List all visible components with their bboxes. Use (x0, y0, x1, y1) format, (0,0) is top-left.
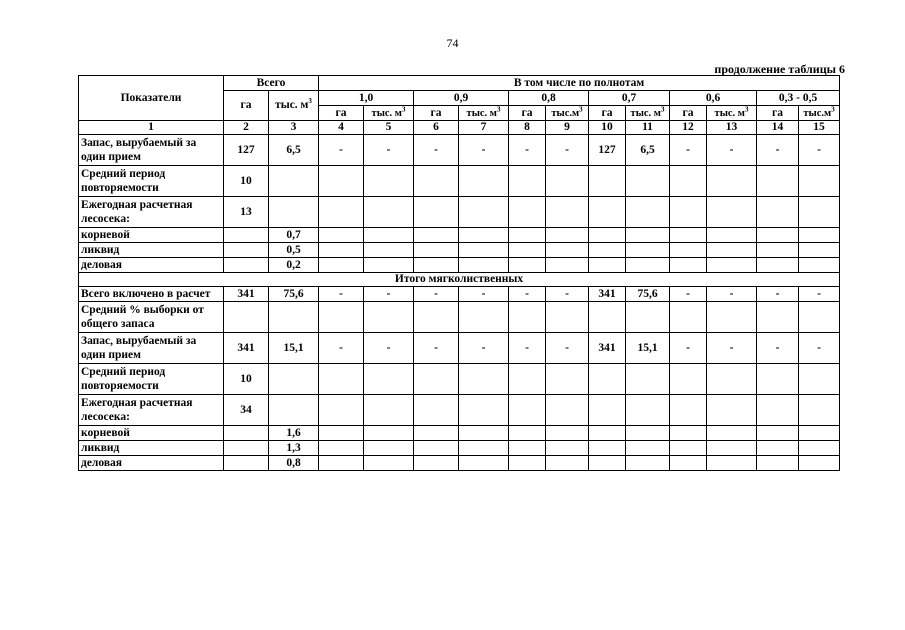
table-cell: 0,7 (269, 228, 319, 243)
table-cell (626, 228, 670, 243)
table-cell (319, 441, 364, 456)
table-cell (757, 228, 799, 243)
table-cell (757, 302, 799, 333)
table-cell (626, 441, 670, 456)
forest-table (78, 75, 840, 471)
header-row-1 (79, 76, 840, 91)
table-cell: 341 (589, 287, 626, 302)
table-cell (414, 302, 459, 333)
table-row (79, 258, 840, 273)
col-number: 6 (414, 121, 459, 135)
table-cell (414, 441, 459, 456)
table-cell (459, 197, 509, 228)
col-number: 3 (269, 121, 319, 135)
table-cell: 6,5 (626, 135, 670, 166)
table-cell: - (509, 287, 546, 302)
row-label: деловая (79, 258, 224, 273)
table-cell (509, 197, 546, 228)
table-cell (757, 258, 799, 273)
table-cell: - (459, 287, 509, 302)
table-cell: - (546, 135, 589, 166)
table-cell: - (670, 135, 707, 166)
header-indicators: Показатели (79, 76, 224, 121)
table-cell (799, 395, 840, 426)
table-cell (319, 456, 364, 471)
table-cell (670, 228, 707, 243)
sub-ha: га (757, 106, 799, 121)
table-cell (589, 258, 626, 273)
table-row (79, 333, 840, 364)
row-label: Всего включено в расчет (79, 287, 224, 302)
table-cell (799, 197, 840, 228)
table-cell (546, 166, 589, 197)
table-cell (707, 395, 757, 426)
table-cell (799, 364, 840, 395)
table-cell (799, 258, 840, 273)
table-cell (670, 395, 707, 426)
col-number: 7 (459, 121, 509, 135)
table-cell (224, 426, 269, 441)
table-cell: - (319, 135, 364, 166)
table-cell (509, 364, 546, 395)
table-cell (509, 441, 546, 456)
table-cell: 75,6 (626, 287, 670, 302)
header-density-4: 0,7 (589, 91, 670, 106)
table-cell: 1,3 (269, 441, 319, 456)
table-cell: - (459, 135, 509, 166)
table-cell (757, 456, 799, 471)
table-cell: - (707, 135, 757, 166)
table-cell (626, 302, 670, 333)
table-cell (509, 228, 546, 243)
col-number: 9 (546, 121, 589, 135)
header-total-m3: тыс. $м^3$ (269, 91, 319, 121)
col-number: 11 (626, 121, 670, 135)
table-cell (546, 258, 589, 273)
table-cell (509, 426, 546, 441)
table-cell (459, 258, 509, 273)
table-cell (269, 197, 319, 228)
table-cell (269, 302, 319, 333)
table-cell (224, 228, 269, 243)
table-cell: - (414, 333, 459, 364)
table-cell: 341 (224, 333, 269, 364)
table-cell: 127 (224, 135, 269, 166)
sub-m3: тыс. $м^3$ (626, 106, 670, 121)
table-row (79, 243, 840, 258)
table-cell (319, 243, 364, 258)
sub-ha: га (670, 106, 707, 121)
table-cell: - (546, 333, 589, 364)
col-number: 12 (670, 121, 707, 135)
table-cell (459, 243, 509, 258)
table-cell (414, 197, 459, 228)
sub-m3: тыс. $м^3$ (459, 106, 509, 121)
table-cell (670, 456, 707, 471)
table-cell (799, 441, 840, 456)
table-cell (459, 228, 509, 243)
table-caption: продолжение таблицы 6 (714, 62, 845, 76)
table-cell (459, 456, 509, 471)
table-cell (757, 197, 799, 228)
sub-m3: $тыс.м^3$ (546, 106, 589, 121)
table-cell: - (414, 135, 459, 166)
col-number: 8 (509, 121, 546, 135)
table-cell (319, 258, 364, 273)
table-cell (269, 364, 319, 395)
table-cell: 0,2 (269, 258, 319, 273)
table-cell: - (364, 287, 414, 302)
table-cell (459, 441, 509, 456)
table-cell (364, 456, 414, 471)
col-number: 13 (707, 121, 757, 135)
table-cell: 1,6 (269, 426, 319, 441)
table-cell (757, 243, 799, 258)
table-cell (589, 166, 626, 197)
table-cell (459, 426, 509, 441)
table-cell (589, 243, 626, 258)
table-cell (319, 302, 364, 333)
table-cell (626, 426, 670, 441)
table-cell (757, 426, 799, 441)
table-cell: - (799, 135, 840, 166)
table-cell: - (546, 287, 589, 302)
header-density-2: 0,9 (414, 91, 509, 106)
col-number: 2 (224, 121, 269, 135)
table-cell (224, 456, 269, 471)
table-cell (459, 166, 509, 197)
table-cell (589, 197, 626, 228)
table-cell (414, 228, 459, 243)
col-number: 10 (589, 121, 626, 135)
table-cell (269, 395, 319, 426)
table-cell (546, 243, 589, 258)
table-cell: 0,8 (269, 456, 319, 471)
sub-m3: тыс. $м^3$ (364, 106, 414, 121)
table-cell (459, 302, 509, 333)
table-cell (509, 456, 546, 471)
table-cell (509, 302, 546, 333)
table-cell: - (707, 333, 757, 364)
row-label: корневой (79, 426, 224, 441)
table-cell (707, 302, 757, 333)
table-cell (546, 456, 589, 471)
table-cell (319, 197, 364, 228)
table-cell: - (799, 333, 840, 364)
table-cell: - (459, 333, 509, 364)
table-cell: 75,6 (269, 287, 319, 302)
table-cell (546, 395, 589, 426)
table-row (79, 426, 840, 441)
table-cell (414, 456, 459, 471)
table-cell: - (670, 287, 707, 302)
table-cell: - (757, 135, 799, 166)
table-cell (707, 441, 757, 456)
table-cell (546, 197, 589, 228)
table-cell: - (799, 287, 840, 302)
table-cell (414, 426, 459, 441)
header-density-5: 0,6 (670, 91, 757, 106)
table-row (79, 364, 840, 395)
row-label: Средний период повторяемости (79, 364, 224, 395)
table-cell: - (707, 287, 757, 302)
table-cell (224, 302, 269, 333)
table-cell: - (670, 333, 707, 364)
row-label: ликвид (79, 441, 224, 456)
table-cell (509, 395, 546, 426)
row-label: Ежегодная расчетная лесосека: (79, 197, 224, 228)
table-cell (707, 426, 757, 441)
table-cell (364, 166, 414, 197)
table-cell (670, 364, 707, 395)
table-cell (799, 243, 840, 258)
col-number: 4 (319, 121, 364, 135)
table-cell: - (364, 333, 414, 364)
row-label: Средний % выборки от общего запаса (79, 302, 224, 333)
page-number: 74 (446, 36, 459, 50)
table-cell (670, 441, 707, 456)
table-cell (626, 197, 670, 228)
table-cell (319, 395, 364, 426)
table-cell: 341 (589, 333, 626, 364)
table-row (79, 197, 840, 228)
table-cell (626, 456, 670, 471)
table-cell (589, 364, 626, 395)
table-cell (414, 395, 459, 426)
table-cell (707, 364, 757, 395)
table-cell (319, 426, 364, 441)
row-label: Запас, вырубаемый за один прием (79, 135, 224, 166)
table-cell: 13 (224, 197, 269, 228)
table-cell (799, 456, 840, 471)
table-cell: 341 (224, 287, 269, 302)
column-numbers-row (79, 121, 840, 135)
header-density-3: 0,8 (509, 91, 589, 106)
section-row (79, 273, 840, 287)
header-total-ha: га (224, 91, 269, 121)
table-cell (799, 166, 840, 197)
table-cell (509, 166, 546, 197)
table-cell: 127 (589, 135, 626, 166)
header-density-1: 1,0 (319, 91, 414, 106)
table-cell: 0,5 (269, 243, 319, 258)
table-cell (626, 258, 670, 273)
table-cell (546, 441, 589, 456)
table-cell (364, 243, 414, 258)
row-label: ликвид (79, 243, 224, 258)
table-cell: 6,5 (269, 135, 319, 166)
col-number: 1 (79, 121, 224, 135)
table-cell (757, 441, 799, 456)
table-cell (509, 258, 546, 273)
table-row (79, 456, 840, 471)
col-number: 15 (799, 121, 840, 135)
table-cell (589, 395, 626, 426)
table-cell (707, 243, 757, 258)
col-number: 5 (364, 121, 414, 135)
table-cell: 15,1 (269, 333, 319, 364)
header-density-6: 0,3 - 0,5 (757, 91, 840, 106)
table-cell: - (319, 287, 364, 302)
table-cell (364, 364, 414, 395)
table-row (79, 395, 840, 426)
table-cell (364, 197, 414, 228)
sub-ha: га (414, 106, 459, 121)
table-cell (364, 395, 414, 426)
table-cell (414, 364, 459, 395)
table-cell (707, 456, 757, 471)
table-cell (707, 197, 757, 228)
table-cell (364, 441, 414, 456)
table-cell (670, 258, 707, 273)
table-cell (414, 243, 459, 258)
table-cell (799, 302, 840, 333)
table-cell (670, 197, 707, 228)
table-cell (459, 395, 509, 426)
row-label: Запас, вырубаемый за один прием (79, 333, 224, 364)
table-cell (224, 243, 269, 258)
table-cell (589, 441, 626, 456)
table-cell: 10 (224, 166, 269, 197)
sub-ha: га (589, 106, 626, 121)
table-cell (707, 166, 757, 197)
table-row (79, 441, 840, 456)
table-cell: - (757, 287, 799, 302)
table-cell (670, 166, 707, 197)
table-cell (626, 364, 670, 395)
table-cell (546, 364, 589, 395)
header-total: Всего (224, 76, 319, 91)
sub-ha: га (319, 106, 364, 121)
table-cell (319, 364, 364, 395)
table-cell (757, 364, 799, 395)
table-cell: - (757, 333, 799, 364)
table-cell (707, 258, 757, 273)
table-row (79, 228, 840, 243)
table-cell (589, 302, 626, 333)
row-label: корневой (79, 228, 224, 243)
table-cell (626, 395, 670, 426)
row-label: деловая (79, 456, 224, 471)
table-cell (799, 228, 840, 243)
table-cell (224, 441, 269, 456)
table-cell (757, 395, 799, 426)
sub-ha: га (509, 106, 546, 121)
table-cell (364, 258, 414, 273)
table-cell: - (509, 135, 546, 166)
table-cell (589, 426, 626, 441)
table-cell (707, 228, 757, 243)
table-cell (414, 258, 459, 273)
sub-m3: тыс. $м^3$ (707, 106, 757, 121)
row-label: Ежегодная расчетная лесосека: (79, 395, 224, 426)
table-cell (589, 456, 626, 471)
table-cell (509, 243, 546, 258)
col-number: 14 (757, 121, 799, 135)
table-cell (757, 166, 799, 197)
table-cell (364, 228, 414, 243)
table-cell (364, 302, 414, 333)
table-row (79, 135, 840, 166)
table-cell: - (414, 287, 459, 302)
table-cell: - (319, 333, 364, 364)
table-cell (670, 243, 707, 258)
table-cell: - (364, 135, 414, 166)
table-cell (589, 228, 626, 243)
table-row (79, 287, 840, 302)
table-cell (459, 364, 509, 395)
table-row (79, 166, 840, 197)
table-cell (626, 166, 670, 197)
table-cell (319, 228, 364, 243)
table-cell: - (509, 333, 546, 364)
table-row (79, 302, 840, 333)
table-cell (799, 426, 840, 441)
table-cell (670, 426, 707, 441)
table-cell (269, 166, 319, 197)
table-cell (546, 426, 589, 441)
table-cell (319, 166, 364, 197)
section-title: Итого мягколиственных (79, 273, 840, 287)
table-cell (670, 302, 707, 333)
header-by-density: В том числе по полнотам (319, 76, 840, 91)
table-cell (546, 302, 589, 333)
table-cell (414, 166, 459, 197)
table-cell (546, 228, 589, 243)
table-cell (626, 243, 670, 258)
table-cell: 15,1 (626, 333, 670, 364)
table-cell: 34 (224, 395, 269, 426)
row-label: Средний период повторяемости (79, 166, 224, 197)
sub-m3: $тыс.м^3$ (799, 106, 840, 121)
table-cell (364, 426, 414, 441)
table-cell: 10 (224, 364, 269, 395)
table-cell (224, 258, 269, 273)
